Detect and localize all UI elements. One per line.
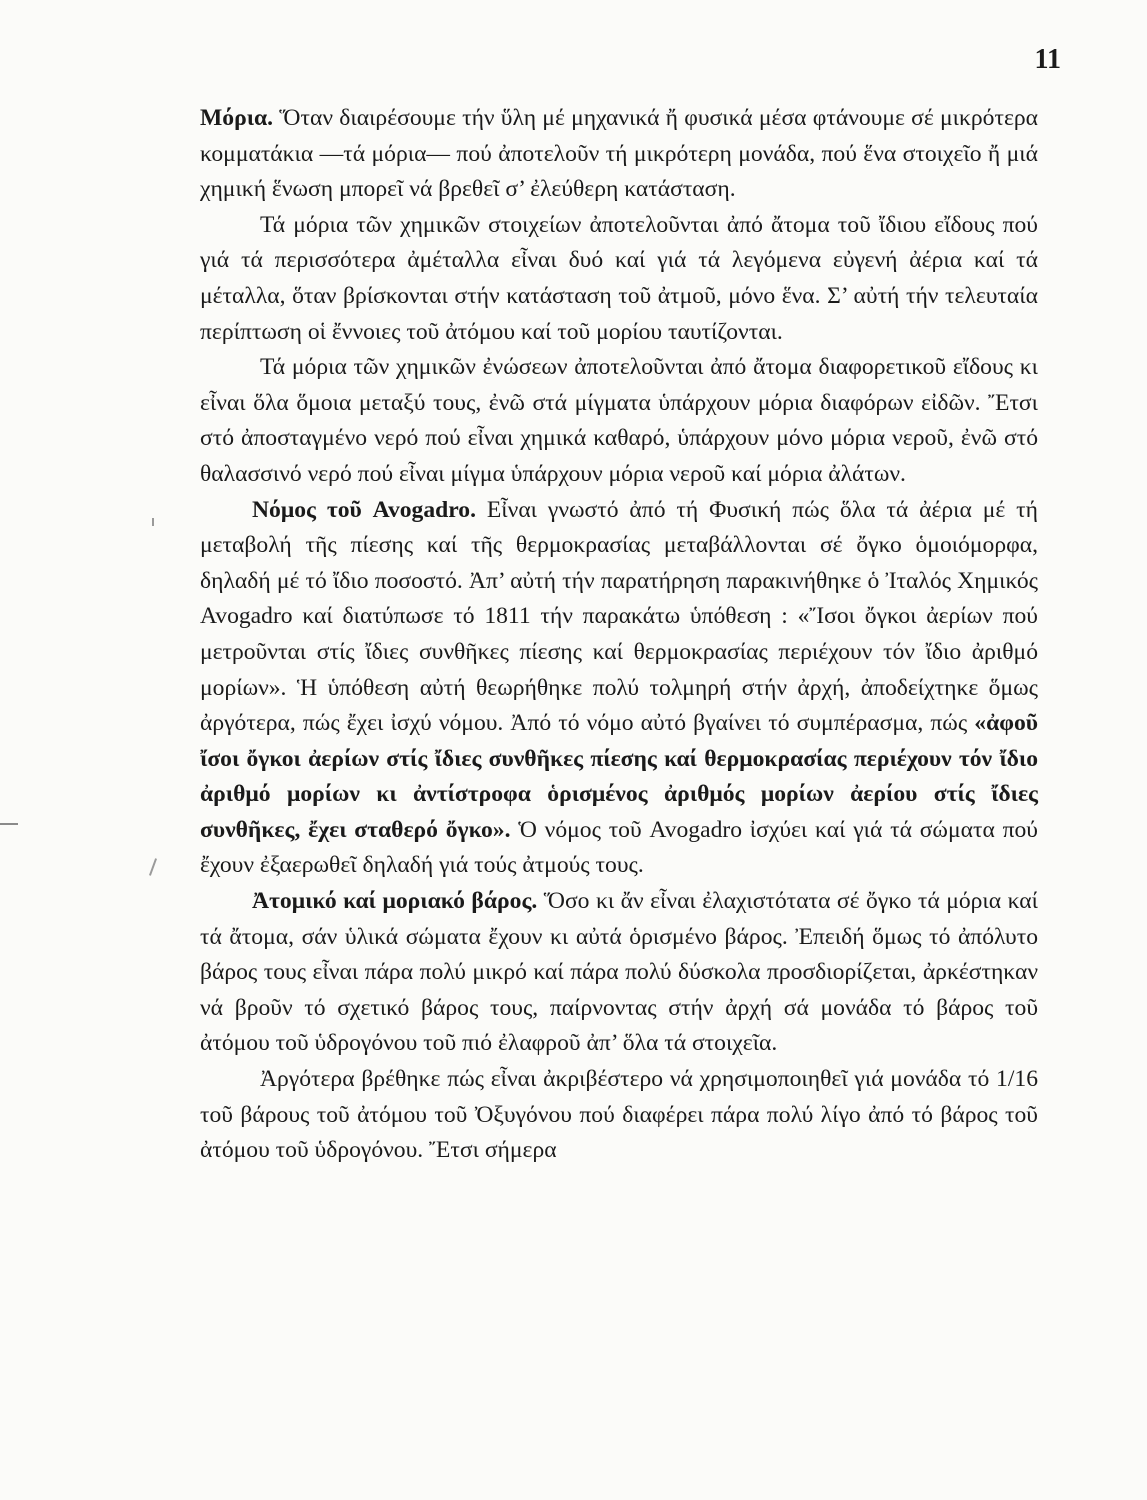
paragraph-moria-intro bbox=[200, 101, 1038, 208]
avogadro-law-statement: «ἀφοῦ ἴσοι ὄγκοι ἀερίων στίς ἴδιες συνθῆκες πίεσης καί θερμοκρασίας περιέχουν τόν ἴδιο ἀριθμό μορίων κι ἀντίστροφα ὁρισμένος ἀριθμός μορίων ἀερίου στίς ἴδιες συνθῆκες, ἔχει σταθερό ὄγκο». bbox=[200, 710, 1038, 843]
paragraph-moria-compounds: Τά μόρια τῶν χημικῶν ἐνώσεων ἀποτελοῦνται ἀπό ἄτομα διαφορετικοῦ εἴδους κι εἶναι ὅλα ὅμοια μεταξύ τους, ἐνῶ στά μίγματα ὑπάρχουν μόρια διαφόρων εἰδῶν. Ἔτσι στό ἀποσταγμένο νερό πού εἶναι χημικά καθαρό, ὑπάρχουν μόνο μόρια νεροῦ, ἐνῶ στό θαλασσινό νερό πού εἶναι μίγμα ὑπάρχουν μόρια νεροῦ καί μόρια ἀλάτων. bbox=[200, 354, 1038, 487]
avogadro-text-b: Ὁ νόμος τοῦ Avogadro ἰσχύει καί γιά τά σώματα πού ἔχουν ἐξαερωθεῖ δηλαδή γιά τούς ἀτμούς τους. bbox=[200, 816, 1038, 879]
scan-tick-lower bbox=[149, 858, 157, 876]
heading-moria: Μόρια. bbox=[200, 105, 274, 131]
page-number: 11 bbox=[1034, 44, 1061, 75]
paragraph-weight bbox=[200, 884, 1038, 1062]
paragraph-avogadro bbox=[200, 493, 1038, 885]
scan-tick-upper bbox=[152, 518, 154, 526]
paragraph-weight-unit: Ἀργότερα βρέθηκε πώς εἶναι ἀκριβέστερο νά χρησιμοποιηθεῖ γιά μονάδα τό 1/16 τοῦ βάρους τοῦ ἀτόμου τοῦ Ὀξυγόνου πού διαφέρει πάρα πολύ λίγο ἀπό τό βάρος τοῦ ἀτόμου τοῦ ὑδρογόνου. Ἔτσι σήμερα bbox=[200, 1066, 1038, 1164]
scan-mark bbox=[0, 823, 18, 825]
weight-text-1: Ὅσο κι ἄν εἶναι ἐλαχιστότατα σέ ὄγκο τά μόρια καί τά ἄτομα, σάν ὑλικά σώματα ἔχουν κι αὐτά ὁρισμένο βάρος. Ἐπειδή ὅμως τό ἀπόλυτο βάρος τους εἶναι πάρα πολύ μικρό καί πάρα πολύ δύσκολα προσδιορίζεται, ἀρκέστηκαν νά βροῦν τό σχετικό βάρος τους, παίρνοντας στήν ἀρχή σά μονάδα τό βάρος τοῦ ἀτόμου τοῦ ὑδρογόνου τοῦ πιό ἐλαφροῦ ἀπ’ ὅλα τά στοιχεῖα. bbox=[200, 888, 1038, 1057]
moria-text-1: Ὅταν διαιρέσουμε τήν ὕλη μέ μηχανικά ἤ φυσικά μέσα φτάνουμε σέ μικρότερα κομματάκια —τά μόρια— πού ἀποτελοῦν τή μικρότερη μονάδα, πού ἕνα στοιχεῖο ἤ μιά χημική ἕνωση μπορεῖ νά βρεθεῖ σ’ ἐλεύθερη κατάσταση. bbox=[200, 105, 1038, 203]
heading-weight: Ἀτομικό καί μοριακό βάρος. bbox=[252, 888, 538, 915]
avogadro-text-a: Εἶναι γνωστό ἀπό τή Φυσική πώς ὅλα τά ἀέρια μέ τή μεταβολή τῆς πίεσης καί τῆς θερμοκρασίας μεταβάλλονται σέ ὄγκο ὁμοιόμορφα, δηλαδή μέ τό ἴδιο ποσοστό. Ἀπ’ αὐτή τήν παρατήρηση παρακινήθηκε ὁ Ἰταλός Χημικός Avogadro καί διατύπωσε τό 1811 τήν παρακάτω ὑπόθεση : «Ἴσοι ὄγκοι ἀερίων πού μετροῦνται στίς ἴδιες συνθῆκες πίεσης καί θερμοκρασίας περιέχουν τόν ἴδιο ἀριθμό μορίων». Ἡ ὑπόθεση αὐτή θεωρήθηκε πολύ τολμηρή στήν ἀρχή, ἀποδείχτηκε ὅμως ἀργότερα, πώς ἔχει ἰσχύ νόμου. Ἀπό τό νόμο αὐτό βγαίνει τό συμπέρασμα, πώς bbox=[200, 496, 1038, 737]
text-body bbox=[200, 101, 1038, 1169]
heading-avogadro: Νόμος τοῦ Avogadro. bbox=[252, 496, 476, 523]
paragraph-moria-elements: Τά μόρια τῶν χημικῶν στοιχείων ἀποτελοῦνται ἀπό ἄτομα τοῦ ἴδιου εἴδους πού γιά τά περισσότερα ἀμέταλλα εἶναι δυό καί γιά τά λεγόμενα εὐγενή ἀέρια καί τά μέταλλα, ὅταν βρίσκονται στήν κατάσταση τοῦ ἀτμοῦ, μόνο ἕνα. Σ’ αὐτή τήν τελευταία περίπτωση οἱ ἔννοιες τοῦ ἀτόμου καί τοῦ μορίου ταυτίζονται. bbox=[200, 211, 1038, 345]
